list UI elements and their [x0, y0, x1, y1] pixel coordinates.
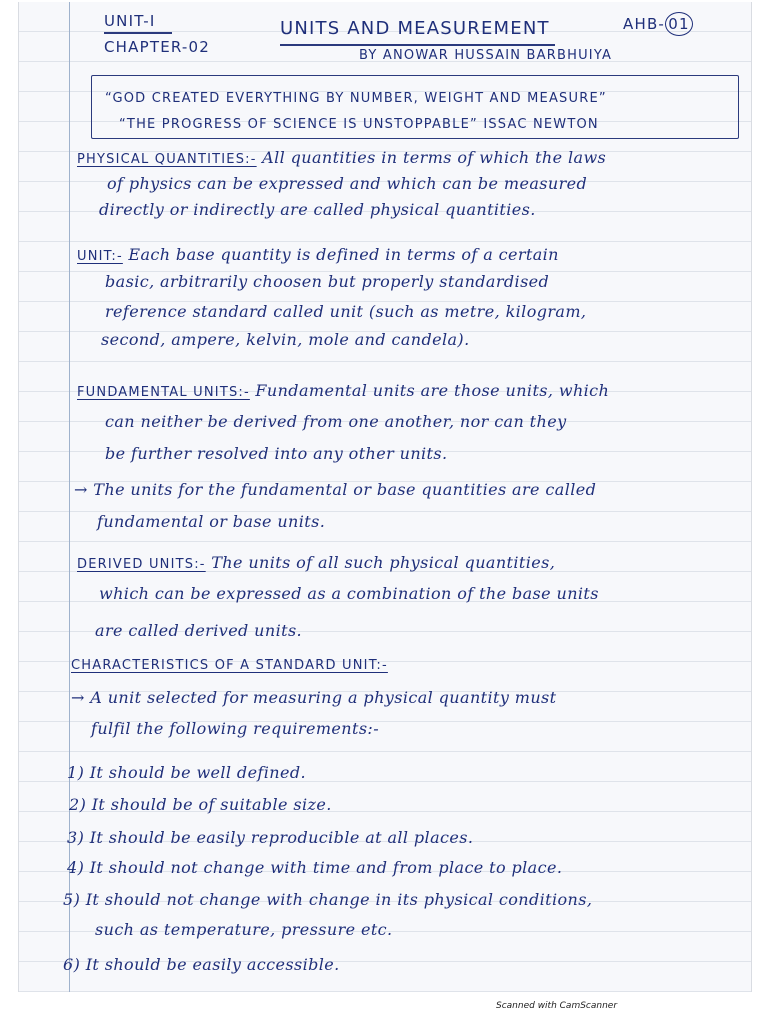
physical-quantities-line-3: directly or indirectly are called physical quantities. [99, 200, 536, 219]
chapter-label: CHAPTER-02 [104, 38, 211, 56]
physical-quantities-line-1: PHYSICAL QUANTITIES:- All quantities in terms of which the laws [77, 148, 607, 167]
unit-label: UNIT-I [104, 12, 156, 30]
derived-line-2: which can be expressed as a combination of the base units [99, 584, 599, 603]
unit-line-2: basic, arbitrarily choosen but properly standardised [105, 272, 550, 291]
derived-line-3: are called derived units. [95, 621, 303, 640]
fundamental-note-line-1: → The units for the fundamental or base quantities are called [74, 480, 597, 499]
fundamental-line-1: FUNDAMENTAL UNITS:- Fundamental units are those units, which [77, 381, 610, 400]
fundamental-line-3: be further resolved into any other units. [105, 444, 448, 463]
quote-line-1: “GOD CREATED EVERYTHING BY NUMBER, WEIGHT AND MEASURE” [105, 91, 607, 106]
characteristics-intro-1: → A unit selected for measuring a physical quantity must [71, 688, 557, 707]
unit-line-3: reference standard called unit (such as metre, kilogram, [105, 302, 587, 321]
fundamental-units-heading: FUNDAMENTAL UNITS:- [77, 385, 250, 400]
unit-line-1: UNIT:- Each base quantity is defined in terms of a certain [77, 245, 559, 264]
derived-units-heading: DERIVED UNITS:- [77, 557, 206, 572]
requirement-item: 1) It should be well defined. [67, 763, 306, 782]
fundamental-line-2: can neither be derived from one another, nor can they [105, 412, 567, 431]
requirement-item: 3) It should be easily reproducible at all places. [67, 828, 474, 847]
characteristics-heading: CHARACTERISTICS OF A STANDARD UNIT:- [71, 658, 388, 673]
requirement-item: 4) It should not change with time and from place to place. [67, 858, 563, 877]
derived-line-1: DERIVED UNITS:- The units of all such physical quantities, [77, 553, 556, 572]
characteristics-intro-2: fulfil the following requirements:- [91, 719, 380, 738]
scanner-watermark: Scanned with CamScanner [496, 1001, 618, 1011]
page-title: UNITS AND MEASUREMENT [280, 18, 550, 39]
unit-heading: UNIT:- [77, 249, 123, 264]
physical-quantities-heading: PHYSICAL QUANTITIES:- [77, 152, 257, 167]
fundamental-note-line-2: fundamental or base units. [97, 512, 326, 531]
author-line: BY ANOWAR HUSSAIN BARBHUIYA [359, 48, 613, 63]
quote-attribution: ISSAC NEWTON [483, 117, 599, 132]
page-number: 01 [665, 12, 693, 36]
requirement-item-continuation: such as temperature, pressure etc. [95, 920, 393, 939]
page-code: AHB- 01 [623, 12, 693, 36]
requirement-item: 5) It should not change with change in its physical conditions, [63, 890, 593, 909]
requirement-item: 2) It should be of suitable size. [69, 795, 332, 814]
title-underline [280, 44, 555, 46]
requirement-item: 6) It should be easily accessible. [63, 955, 340, 974]
unit-underline [104, 32, 172, 34]
physical-quantities-line-2: of physics can be expressed and which can be measured [107, 174, 588, 193]
quote-line-2: “THE PROGRESS OF SCIENCE IS UNSTOPPABLE” ISSAC NEWTON [119, 117, 599, 132]
unit-line-4: second, ampere, kelvin, mole and candela). [101, 330, 470, 349]
notebook-page [18, 2, 752, 992]
